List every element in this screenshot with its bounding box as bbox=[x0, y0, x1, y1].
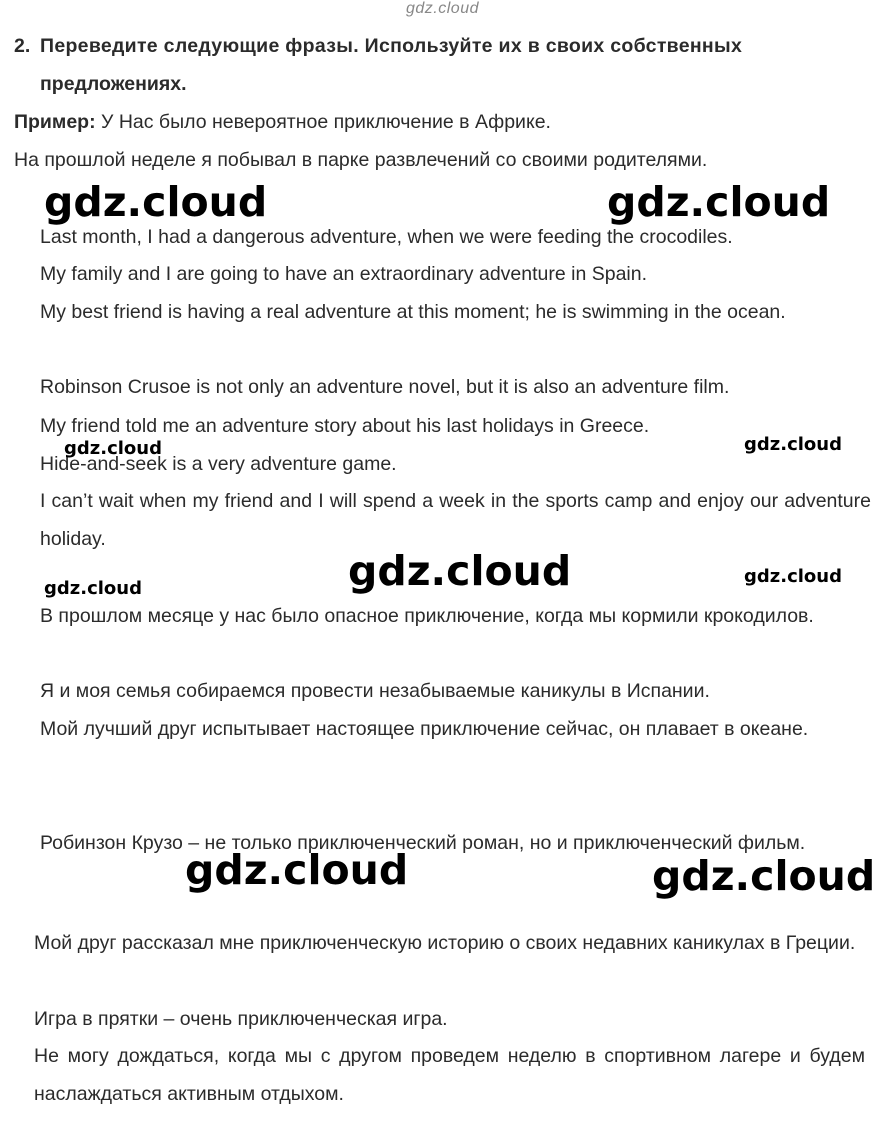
english-sentence-7: I can’t wait when my friend and I will spend a week in the sports camp and enjoy our adventure holiday. bbox=[40, 490, 871, 550]
task-title-line1: Переведите следующие фразы. Используйте их в своих собственных bbox=[40, 35, 743, 57]
english-sentence-6: Hide-and-seek is a very adventure game. bbox=[40, 453, 397, 475]
watermark: gdz.cloud bbox=[64, 438, 162, 459]
header-watermark: gdz.cloud bbox=[406, 0, 479, 17]
watermark: gdz.cloud bbox=[744, 434, 842, 455]
russian-sentence-3: Мой лучший друг испытывает настоящее приключение сейчас, он плавает в океане. bbox=[40, 718, 809, 740]
example-text: У Нас было невероятное приключение в Африке. bbox=[101, 111, 551, 133]
watermark: gdz.cloud bbox=[607, 178, 831, 226]
english-sentence-1: Last month, I had a dangerous adventure, when we were feeding the crocodiles. bbox=[40, 226, 733, 248]
russian-sentence-7: Не могу дождаться, когда мы с другом проведем неделю в спортивном лагере и будем наслаждаться активным отдыхом. bbox=[34, 1045, 865, 1105]
watermark: gdz.cloud bbox=[44, 578, 142, 599]
english-sentence-4: Robinson Crusoe is not only an adventure novel, but it is also an adventure film. bbox=[40, 376, 730, 398]
english-sentence-3: My best friend is having a real adventure at this moment; he is swimming in the ocean. bbox=[40, 301, 786, 323]
watermark: gdz.cloud bbox=[185, 846, 409, 894]
watermark: gdz.cloud bbox=[348, 547, 572, 595]
russian-sentence-1: В прошлом месяце у нас было опасное приключение, когда мы кормили крокодилов. bbox=[40, 605, 814, 627]
english-sentence-5: My friend told me an adventure story about his last holidays in Greece. bbox=[40, 415, 650, 437]
example-line bbox=[14, 103, 871, 141]
watermark: gdz.cloud bbox=[44, 178, 268, 226]
intro-sentence: На прошлой неделе я побывал в парке развлечений со своими родителями. bbox=[14, 149, 708, 171]
watermark: gdz.cloud bbox=[744, 566, 842, 587]
english-sentence-2: My family and I are going to have an extraordinary adventure in Spain. bbox=[40, 263, 648, 285]
russian-sentence-4: Робинзон Крузо – не только приключенческий роман, но и приключенческий фильм. bbox=[40, 832, 806, 854]
russian-sentence-2: Я и моя семья собираемся провести незабываемые каникулы в Испании. bbox=[40, 680, 710, 702]
task-number: 2. bbox=[14, 35, 31, 57]
russian-sentence-5: Мой друг рассказал мне приключенческую историю о своих недавних каникулах в Греции. bbox=[34, 932, 856, 954]
watermark: gdz.cloud bbox=[652, 852, 876, 900]
task-title-line2: предложениях. bbox=[40, 73, 187, 95]
example-label: Пример: bbox=[14, 111, 96, 133]
russian-sentence-6: Игра в прятки – очень приключенческая игра. bbox=[34, 1008, 448, 1030]
